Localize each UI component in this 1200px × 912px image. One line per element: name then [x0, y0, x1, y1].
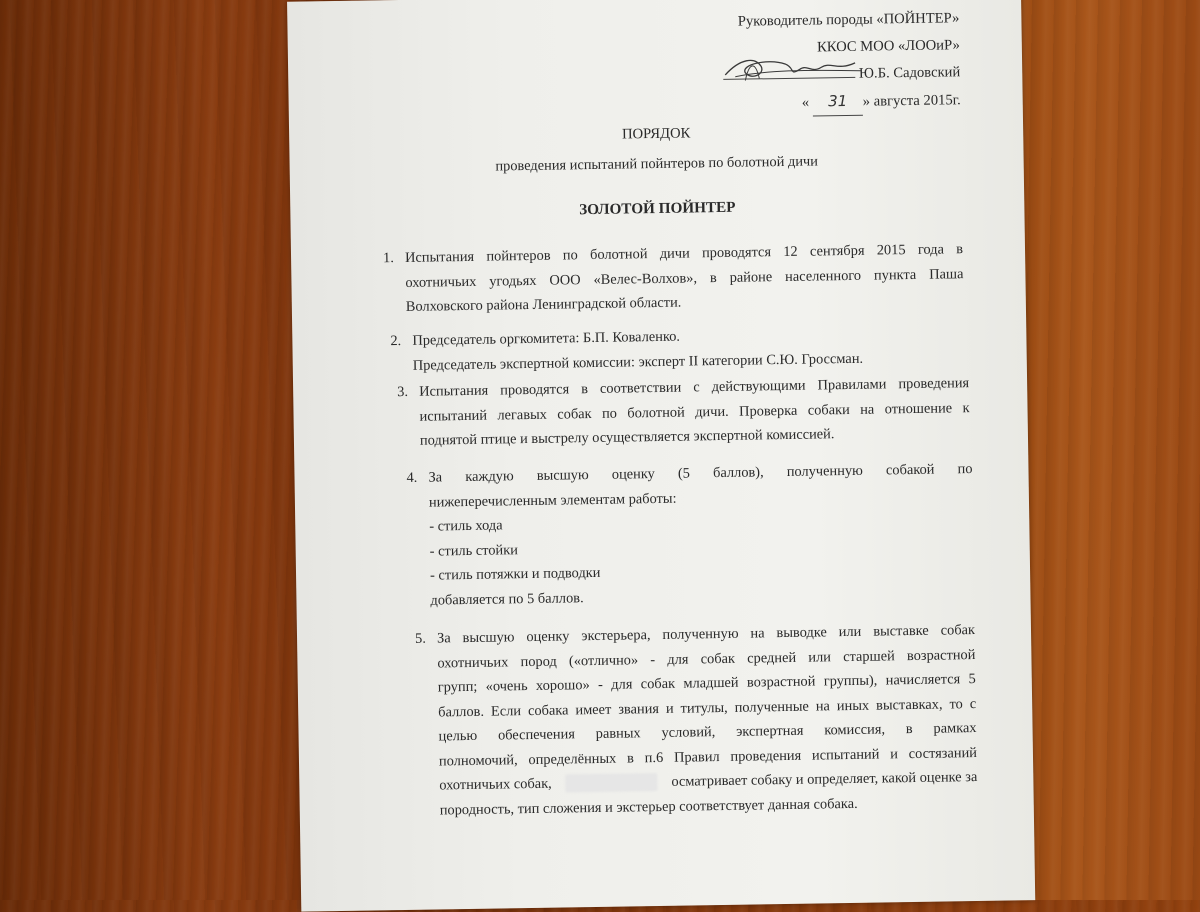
document — [287, 0, 1035, 902]
approval-signature-line — [723, 59, 961, 90]
approval-date-day: 31 — [813, 88, 863, 117]
doc-name: ЗОЛОТОЙ ПОЙНТЕР — [579, 198, 736, 219]
approval-date: « 31 » августа 2015г. — [723, 86, 961, 118]
list-item: 1. Испытания пойнтеров по болотной дичи проводятся 12 сентября 2015 года в охотничьих угодьях ООО «Велес-Волхов», в районе населенного пункта Паша Волховского района Ленинградской области. — [382, 241, 964, 315]
approval-signer: Ю.Б. Садовский — [858, 64, 961, 82]
list-item: 5. За высшую оценку экстерьера, полученную на выводке или выставке собак охотничьих пород («отлично» - для собак средней или старшей возрастной групп; «очень хорошо» - для собак младшей возрастной группы), начисляется 5 баллов. Если собака имеет звания и титулы, полученные на иных выставках, то с целью обеспечения равных условий, экспертная комиссия, в рамках полномочий, определённых в п.6 Правил проведения испытаний и состязаний охотничьих собак, осматривает собаку и определяет, какой оценке за породность, тип сложения и экстерьер соответствует данная собака. — [414, 622, 978, 818]
list-item: 2. Председатель оргкомитета: Б.П. Коваленко. Председатель экспертной комиссии: эксперт II категории С.Ю. Гроссман. — [390, 328, 864, 374]
approval-organization: ККОС МОО «ЛООиР» — [816, 37, 960, 56]
approval-block — [722, 5, 961, 118]
list-item: 3. Испытания проводятся в соответствии с действующими Правилами проведения испытаний легавых собак по болотной дичи. Проверка собаки на отношение к поднятой птице и выстрелу осуществляется экспертной комиссией. — [397, 375, 970, 449]
doc-subheading: проведения испытаний пойнтеров по болотной дичи — [495, 153, 819, 175]
signature-scribble-icon — [715, 51, 866, 87]
wood-door-right — [1010, 0, 1200, 900]
approval-position: Руководитель породы «ПОЙНТЕР» — [737, 10, 960, 30]
list-item: 4. За каждую высшую оценку (5 баллов), полученную собакой по нижеперечисленным элементам работы: - стиль хода - стиль стойки - стиль потяжки и подводки добавляется по 5 баллов. — [406, 461, 973, 609]
redacted-text — [565, 773, 657, 792]
paper-sheet — [287, 0, 1035, 912]
signature — [723, 61, 855, 80]
doc-heading: ПОРЯДОК — [621, 125, 691, 143]
